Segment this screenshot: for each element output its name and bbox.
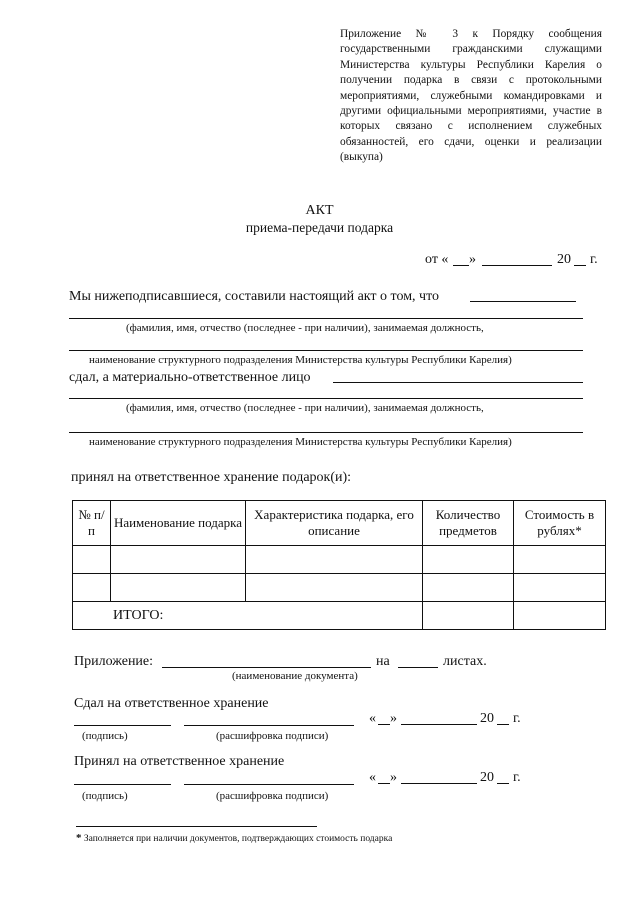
accepted-decode-caption: (расшифровка подписи) [216, 790, 329, 802]
handed-decode-caption: (расшифровка подписи) [216, 730, 329, 742]
col-header-name: Наименование подарка [111, 501, 246, 546]
col-header-description: Характеристика подарка, его описание [246, 501, 423, 546]
table-row [73, 574, 606, 602]
accepted-text: принял на ответственное хранение подарок(и): [71, 470, 352, 485]
date-prefix: от « [425, 252, 449, 267]
caption-fio-1: (фамилия, имя, отчество (последнее - при наличии), занимаемая должность, [126, 322, 484, 334]
attachment-label: Приложение: [74, 654, 154, 669]
col-header-number: № п/п [73, 501, 111, 546]
accepted-month-field[interactable] [401, 783, 477, 784]
attachment-doc-field[interactable] [162, 667, 371, 668]
intro-field[interactable] [470, 301, 576, 302]
accepted-year-prefix: 20 [480, 770, 494, 785]
date-mid: » [469, 252, 476, 267]
handed-decode-field[interactable] [184, 725, 354, 726]
accepted-label: Принял на ответственное хранение [74, 754, 285, 769]
fio-field-2[interactable] [69, 398, 583, 399]
table-cell[interactable] [73, 546, 111, 574]
table-cell[interactable] [423, 546, 514, 574]
total-cost-cell[interactable] [514, 602, 606, 630]
handed-month-field[interactable] [401, 724, 477, 725]
year-suffix: г. [590, 252, 598, 267]
table-header-row [73, 501, 606, 546]
caption-fio-2: (фамилия, имя, отчество (последнее - при наличии), занимаемая должность, [126, 402, 484, 414]
accepted-signature-caption: (подпись) [82, 790, 128, 802]
handed-year-prefix: 20 [480, 711, 494, 726]
handed-year-suffix: г. [513, 711, 521, 726]
dept-field-2[interactable] [69, 432, 583, 433]
table-cell[interactable] [73, 574, 111, 602]
document-subtitle: приема-передачи подарка [245, 220, 394, 235]
caption-dept-1: наименование структурного подразделения Министерства культуры Республики Карелия) [89, 354, 512, 366]
month-field[interactable] [482, 265, 552, 266]
accepted-day-field[interactable] [378, 783, 390, 784]
attachment-na: на [376, 654, 390, 669]
footnote [76, 832, 392, 844]
handed-year-field[interactable] [497, 724, 509, 725]
footnote-text: Заполняется при наличии документов, подтверждающих стоимость подарка [83, 834, 393, 844]
attachment-sheets: листах. [443, 654, 487, 669]
footnote-mark: * [76, 832, 82, 844]
attachment-caption: (наименование документа) [232, 670, 358, 682]
accepted-year-suffix: г. [513, 770, 521, 785]
year-prefix: 20 [557, 252, 571, 267]
accepted-decode-field[interactable] [184, 784, 354, 785]
day-field[interactable] [453, 265, 469, 266]
handed-over-text: сдал, а материально-ответственное лицо [69, 370, 311, 385]
table-cell[interactable] [246, 574, 423, 602]
table-cell[interactable] [111, 574, 246, 602]
accepted-date-open: « [369, 770, 376, 785]
total-quantity-cell[interactable] [423, 602, 514, 630]
handed-signature-caption: (подпись) [82, 730, 128, 742]
handed-date-open: « [369, 711, 376, 726]
gifts-table [72, 500, 606, 630]
handed-signature-field[interactable] [74, 725, 171, 726]
responsible-person-field[interactable] [333, 382, 583, 383]
accepted-year-field[interactable] [497, 783, 509, 784]
accepted-signature-field[interactable] [74, 784, 171, 785]
appendix-note: Приложение № 3 к Порядку сообщения государственными гражданскими служащими Министерства культуры Республики Карелия о получении подарка в связи с протокольными мероприятиями, служебными командировками и другими официальными мероприятиями, участие в которых связано с исполнением служебных обязанностей, его сдачи, оценки и реализации (выкупа) [340, 28, 602, 164]
table-row [73, 546, 606, 574]
table-cell[interactable] [111, 546, 246, 574]
handed-date-close: » [390, 711, 397, 726]
accepted-date-close: » [390, 770, 397, 785]
year-field[interactable] [574, 265, 586, 266]
table-cell[interactable] [423, 574, 514, 602]
handed-label: Сдал на ответственное хранение [74, 696, 269, 711]
total-label: ИТОГО: [73, 602, 423, 630]
handed-day-field[interactable] [378, 724, 390, 725]
table-cell[interactable] [246, 546, 423, 574]
dept-field-1[interactable] [69, 350, 583, 351]
table-cell[interactable] [514, 546, 606, 574]
table-total-row [73, 602, 606, 630]
fio-field-1[interactable] [69, 318, 583, 319]
caption-dept-2: наименование структурного подразделения Министерства культуры Республики Карелия) [89, 436, 512, 448]
table-cell[interactable] [514, 574, 606, 602]
footnote-divider [76, 826, 317, 827]
attachment-sheets-field[interactable] [398, 667, 438, 668]
col-header-cost: Стоимость в рублях* [514, 501, 606, 546]
document-title: АКТ [305, 203, 334, 218]
intro-text: Мы нижеподписавшиеся, составили настоящий акт о том, что [69, 289, 440, 304]
col-header-quantity: Количество предметов [423, 501, 514, 546]
